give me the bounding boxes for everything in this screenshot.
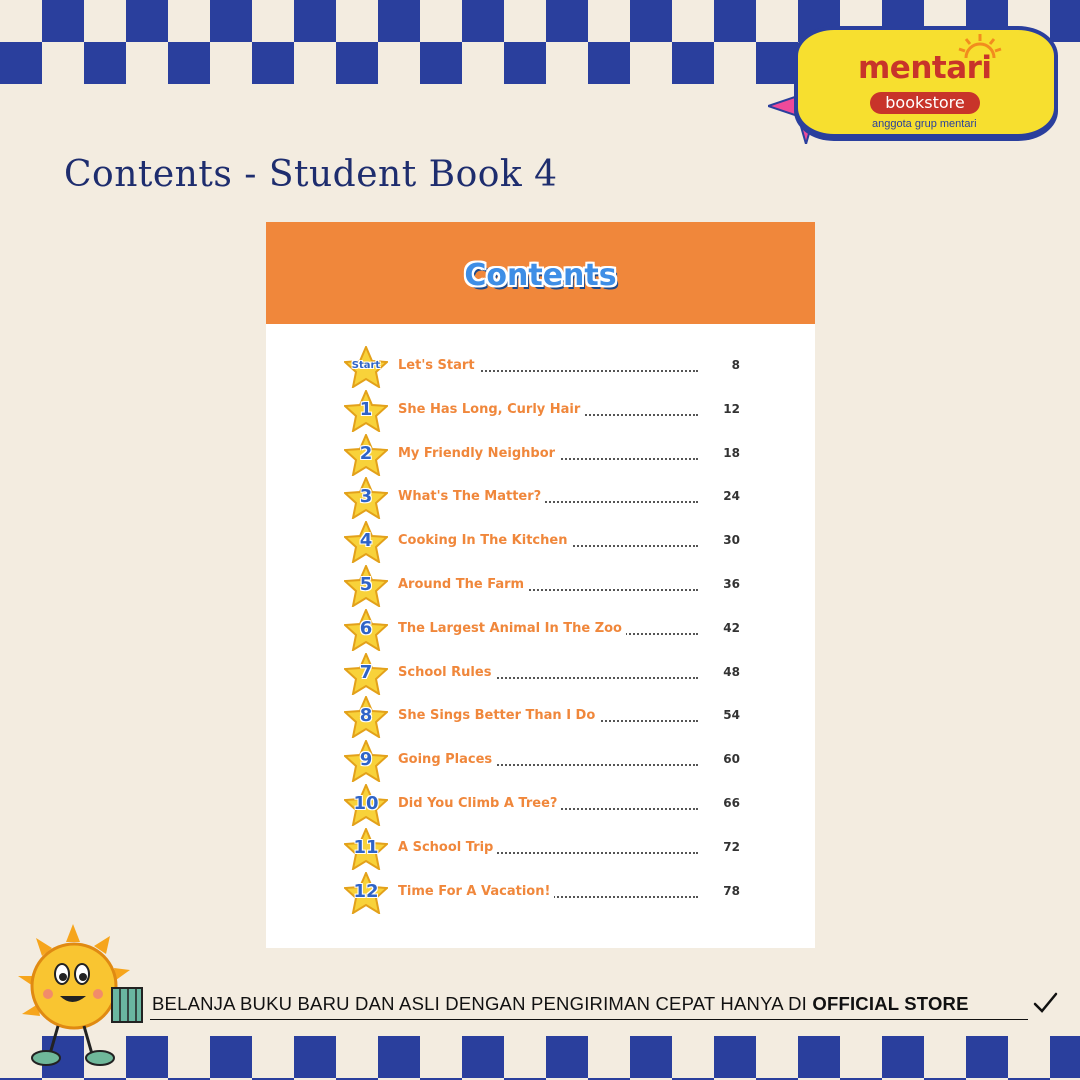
unit-page-number: 18 (723, 445, 740, 460)
unit-page-number: 42 (723, 620, 740, 635)
unit-title: Let's Start (398, 358, 479, 373)
unit-page-number: 48 (723, 664, 740, 679)
unit-page-number: 36 (723, 577, 740, 591)
brand-logo (768, 20, 1068, 148)
unit-page-number: 12 (723, 401, 740, 416)
unit-title: The Largest Animal In The Zoo (398, 621, 626, 636)
toc-entry (344, 872, 740, 912)
unit-title: Going Places (398, 752, 496, 767)
unit-number: 11 (353, 836, 379, 858)
unit-number: 6 (359, 617, 373, 639)
contents-page (266, 222, 815, 948)
logo-pill: bookstore (870, 92, 980, 114)
toc-entry (344, 828, 740, 868)
unit-page-number: 66 (723, 796, 740, 810)
logo-tagline: anggota grup mentari (872, 118, 977, 130)
unit-page-number: 78 (723, 883, 740, 898)
unit-number: 9 (359, 749, 373, 771)
toc-entry (344, 434, 740, 474)
unit-number: Start (351, 360, 381, 371)
unit-title: Time For A Vacation! (398, 884, 554, 899)
toc-entry (344, 653, 740, 693)
toc-entry (344, 521, 740, 561)
toc-entry (344, 696, 740, 736)
unit-number: 8 (359, 705, 373, 727)
unit-title: Cooking In The Kitchen (398, 533, 571, 548)
toc-entry (344, 346, 740, 386)
unit-title: My Friendly Neighbor (398, 446, 559, 461)
unit-page-number: 54 (723, 708, 740, 723)
footer-underline (150, 1019, 1028, 1020)
toc-entry (344, 609, 740, 649)
footer-text-normal: BELANJA BUKU BARU DAN ASLI DENGAN PENGIRIMAN CEPAT HANYA DI (152, 993, 813, 1014)
unit-title: Did You Climb A Tree? (398, 796, 561, 811)
unit-page-number: 8 (731, 358, 740, 372)
unit-title: What's The Matter? (398, 489, 545, 504)
unit-number: 7 (359, 661, 373, 683)
contents-header-title: Contents (464, 258, 617, 293)
unit-title: She Sings Better Than I Do (398, 708, 599, 723)
unit-page-number: 24 (723, 489, 740, 504)
unit-page-number: 30 (723, 533, 740, 548)
unit-title: Around The Farm (398, 577, 528, 592)
unit-page-number: 60 (723, 752, 740, 767)
unit-number: 5 (359, 574, 373, 595)
unit-title: A School Trip (398, 840, 497, 855)
unit-number: 2 (359, 442, 373, 464)
sun-mascot-icon (18, 924, 148, 1074)
toc-entry (344, 477, 740, 517)
unit-number: 10 (353, 793, 379, 814)
toc-entry (344, 740, 740, 780)
footer-banner (152, 993, 1032, 1015)
checkmark-icon (1032, 990, 1058, 1016)
toc-entry (344, 784, 740, 824)
checker-border-bottom (0, 1036, 1080, 1080)
unit-number: 4 (359, 530, 373, 552)
unit-title: School Rules (398, 665, 495, 680)
unit-number: 1 (359, 398, 373, 420)
page-title: Contents - Student Book 4 (64, 154, 558, 195)
logo-wordmark: mentari (858, 50, 992, 86)
unit-number: 12 (353, 880, 379, 902)
toc-entry (344, 390, 740, 430)
contents-header (266, 222, 815, 324)
unit-page-number: 72 (723, 839, 740, 854)
footer-text-bold: OFFICIAL STORE (812, 993, 969, 1014)
toc-entry (344, 565, 740, 605)
unit-title: She Has Long, Curly Hair (398, 402, 584, 417)
unit-number: 3 (359, 486, 373, 508)
